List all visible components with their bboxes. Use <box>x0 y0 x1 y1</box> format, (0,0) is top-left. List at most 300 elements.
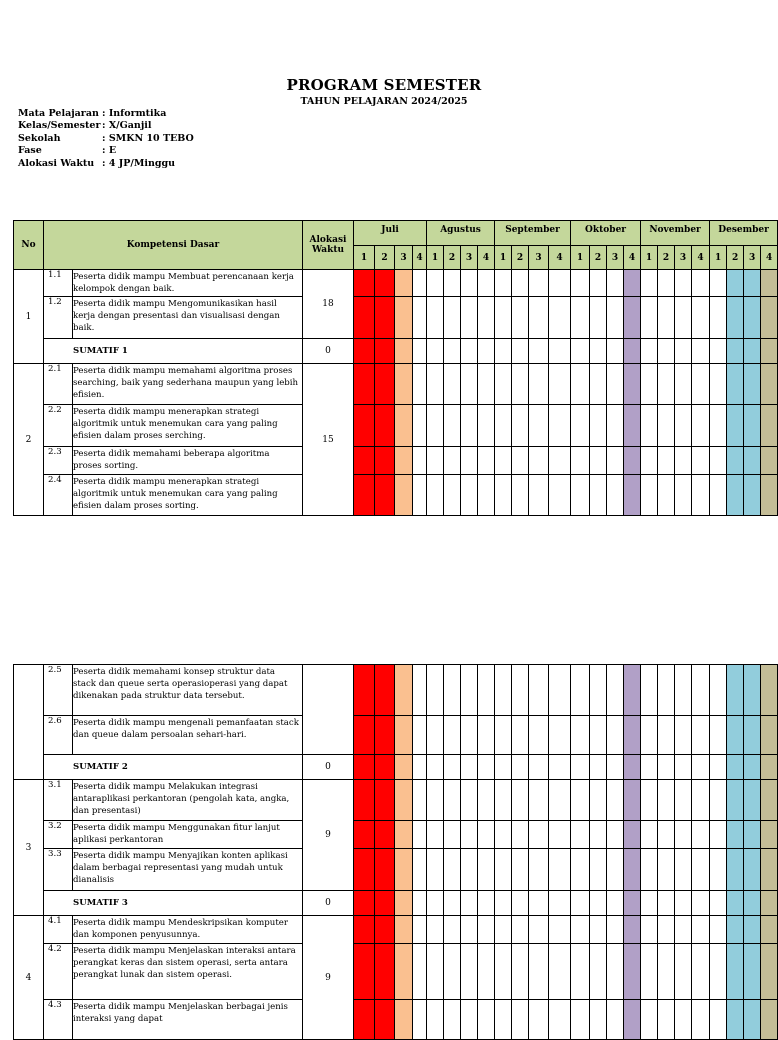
week-cell <box>571 944 590 1000</box>
week-cell <box>607 297 624 339</box>
week-cell <box>624 405 641 447</box>
week-cell <box>395 1000 413 1040</box>
kd-number: 2.6 <box>44 716 73 755</box>
week-cell <box>395 405 413 447</box>
sumatif-label: SUMATIF 3 <box>44 891 303 916</box>
week-cell <box>495 755 512 780</box>
week-cell <box>413 270 427 297</box>
week-cell <box>744 716 761 755</box>
kd-description: Peserta didik mampu menerapkan strategi algoritmik untuk menemukan cara yang paling efisien dalam proses sorting. <box>73 475 303 516</box>
week-cell <box>395 475 413 516</box>
week-cell <box>727 916 744 944</box>
week-cell <box>529 821 549 849</box>
kd-number: 3.2 <box>44 821 73 849</box>
week-cell <box>710 270 727 297</box>
week-cell <box>658 716 675 755</box>
kd-description: Peserta didik mampu Menjelaskan interaksi antara perangkat keras dan sistem operasi, serta antara perangkat lunak dan sistem operasi. <box>73 944 303 1000</box>
week-cell <box>624 475 641 516</box>
week-cell <box>461 665 478 716</box>
week-cell <box>761 405 778 447</box>
kd-description: Peserta didik mampu mengenali pemanfaatan stack dan queue dalam persoalan sehari-hari. <box>73 716 303 755</box>
info-label: Sekolah <box>18 132 61 144</box>
week-cell <box>571 475 590 516</box>
week-cell <box>571 755 590 780</box>
week-cell <box>571 891 590 916</box>
sumatif-alokasi: 0 <box>303 339 354 364</box>
week-cell <box>727 1000 744 1040</box>
sumatif-alokasi: 0 <box>303 891 354 916</box>
week-cell <box>744 849 761 891</box>
kd-number: 2.2 <box>44 405 73 447</box>
table-row <box>14 297 778 339</box>
week-cell <box>675 755 692 780</box>
header-week: 3 <box>461 246 478 270</box>
info-label: Fase <box>18 145 42 157</box>
week-cell <box>375 475 395 516</box>
week-cell <box>571 364 590 405</box>
week-cell <box>495 1000 512 1040</box>
kd-number: 3.3 <box>44 849 73 891</box>
week-cell <box>710 716 727 755</box>
week-cell <box>427 665 444 716</box>
week-cell <box>607 665 624 716</box>
week-cell <box>395 716 413 755</box>
week-cell <box>549 1000 571 1040</box>
week-cell <box>478 891 495 916</box>
week-cell <box>549 780 571 821</box>
week-cell <box>675 447 692 475</box>
week-cell <box>427 849 444 891</box>
week-cell <box>692 916 710 944</box>
week-cell <box>512 1000 529 1040</box>
table-row <box>14 447 778 475</box>
week-cell <box>692 849 710 891</box>
week-cell <box>658 475 675 516</box>
week-cell <box>427 821 444 849</box>
week-cell <box>675 1000 692 1040</box>
week-cell <box>607 755 624 780</box>
week-cell <box>744 405 761 447</box>
week-cell <box>624 716 641 755</box>
table-row <box>14 475 778 516</box>
week-cell <box>375 716 395 755</box>
week-cell <box>427 475 444 516</box>
week-cell <box>512 475 529 516</box>
week-cell <box>590 780 607 821</box>
week-cell <box>427 405 444 447</box>
week-cell <box>413 716 427 755</box>
header-week: 4 <box>624 246 641 270</box>
week-cell <box>710 339 727 364</box>
week-cell <box>375 916 395 944</box>
week-cell <box>727 475 744 516</box>
week-cell <box>761 364 778 405</box>
week-cell <box>607 821 624 849</box>
week-cell <box>512 447 529 475</box>
week-cell <box>658 849 675 891</box>
week-cell <box>727 447 744 475</box>
week-cell <box>590 339 607 364</box>
week-cell <box>744 475 761 516</box>
alokasi-value: 9 <box>303 916 354 1040</box>
header-week: 1 <box>710 246 727 270</box>
header-week: 4 <box>478 246 495 270</box>
week-cell <box>549 270 571 297</box>
week-cell <box>461 849 478 891</box>
week-cell <box>529 780 549 821</box>
kd-number: 2.5 <box>44 665 73 716</box>
week-cell <box>675 891 692 916</box>
week-cell <box>692 447 710 475</box>
header-week: 2 <box>658 246 675 270</box>
week-cell <box>710 755 727 780</box>
week-cell <box>710 405 727 447</box>
week-cell <box>461 916 478 944</box>
week-cell <box>444 780 461 821</box>
week-cell <box>727 364 744 405</box>
week-cell <box>512 821 529 849</box>
week-cell <box>461 475 478 516</box>
week-cell <box>395 364 413 405</box>
week-cell <box>354 405 375 447</box>
week-cell <box>444 665 461 716</box>
week-cell <box>413 447 427 475</box>
week-cell <box>607 1000 624 1040</box>
week-cell <box>427 755 444 780</box>
week-cell <box>512 405 529 447</box>
week-cell <box>413 849 427 891</box>
week-cell <box>692 475 710 516</box>
week-cell <box>495 849 512 891</box>
week-cell <box>571 716 590 755</box>
week-cell <box>641 405 658 447</box>
week-cell <box>427 364 444 405</box>
week-cell <box>624 849 641 891</box>
week-cell <box>641 475 658 516</box>
week-cell <box>413 339 427 364</box>
week-cell <box>692 755 710 780</box>
week-cell <box>675 821 692 849</box>
week-cell <box>375 405 395 447</box>
sumatif-row <box>14 891 778 916</box>
week-cell <box>549 821 571 849</box>
kd-description: Peserta didik mampu Membuat perencanaan kerja kelompok dengan baik. <box>73 270 303 297</box>
week-cell <box>444 475 461 516</box>
week-cell <box>571 339 590 364</box>
info-block <box>18 108 194 170</box>
week-cell <box>590 1000 607 1040</box>
header-week: 3 <box>607 246 624 270</box>
header-kompetensi: Kompetensi Dasar <box>44 221 303 270</box>
week-cell <box>529 916 549 944</box>
week-cell <box>607 849 624 891</box>
week-cell <box>571 916 590 944</box>
header-week: 2 <box>590 246 607 270</box>
week-cell <box>744 270 761 297</box>
sumatif-row <box>14 755 778 780</box>
header-week: 2 <box>512 246 529 270</box>
week-cell <box>354 364 375 405</box>
week-cell <box>495 780 512 821</box>
week-cell <box>461 891 478 916</box>
week-cell <box>549 755 571 780</box>
week-cell <box>375 755 395 780</box>
week-cell <box>658 916 675 944</box>
week-cell <box>641 891 658 916</box>
week-cell <box>395 665 413 716</box>
week-cell <box>727 297 744 339</box>
week-cell <box>375 447 395 475</box>
kd-description: Peserta didik mampu Menjelaskan berbagai jenis interaksi yang dapat <box>73 1000 303 1040</box>
header-week: 3 <box>675 246 692 270</box>
week-cell <box>607 716 624 755</box>
week-cell <box>607 270 624 297</box>
week-cell <box>375 780 395 821</box>
sumatif-label: SUMATIF 1 <box>44 339 303 364</box>
week-cell <box>675 339 692 364</box>
week-cell <box>607 339 624 364</box>
week-cell <box>744 1000 761 1040</box>
week-cell <box>727 339 744 364</box>
week-cell <box>744 447 761 475</box>
week-cell <box>641 1000 658 1040</box>
week-cell <box>607 891 624 916</box>
week-cell <box>529 364 549 405</box>
week-cell <box>478 270 495 297</box>
kd-description: Peserta didik mampu menerapkan strategi algoritmik untuk menemukan cara yang paling efisien dalam proses serching. <box>73 405 303 447</box>
week-cell <box>761 755 778 780</box>
week-cell <box>571 270 590 297</box>
kd-number: 2.4 <box>44 475 73 516</box>
kd-number: 4.1 <box>44 916 73 944</box>
week-cell <box>571 1000 590 1040</box>
week-cell <box>444 270 461 297</box>
week-cell <box>624 447 641 475</box>
week-cell <box>624 891 641 916</box>
week-cell <box>444 364 461 405</box>
week-cell <box>395 270 413 297</box>
week-cell <box>710 849 727 891</box>
week-cell <box>495 270 512 297</box>
week-cell <box>495 475 512 516</box>
week-cell <box>624 944 641 1000</box>
week-cell <box>478 755 495 780</box>
week-cell <box>395 944 413 1000</box>
week-cell <box>744 780 761 821</box>
week-cell <box>512 339 529 364</box>
week-cell <box>710 916 727 944</box>
table-row <box>14 944 778 1000</box>
week-cell <box>413 944 427 1000</box>
week-cell <box>444 849 461 891</box>
week-cell <box>395 297 413 339</box>
week-cell <box>512 665 529 716</box>
week-cell <box>571 821 590 849</box>
info-label: Kelas/Semester <box>18 120 101 132</box>
week-cell <box>478 716 495 755</box>
header-week: 1 <box>354 246 375 270</box>
week-cell <box>512 270 529 297</box>
week-cell <box>354 944 375 1000</box>
header-week: 3 <box>744 246 761 270</box>
header-week: 1 <box>641 246 658 270</box>
week-cell <box>658 405 675 447</box>
sumatif-alokasi: 0 <box>303 755 354 780</box>
week-cell <box>761 475 778 516</box>
week-cell <box>395 916 413 944</box>
week-cell <box>590 821 607 849</box>
week-cell <box>710 1000 727 1040</box>
week-cell <box>395 849 413 891</box>
week-cell <box>571 405 590 447</box>
week-cell <box>549 849 571 891</box>
week-cell <box>641 297 658 339</box>
week-cell <box>427 1000 444 1040</box>
info-label: Mata Pelajaran <box>18 108 99 119</box>
week-cell <box>354 780 375 821</box>
week-cell <box>427 916 444 944</box>
header-week: 2 <box>375 246 395 270</box>
week-cell <box>512 891 529 916</box>
week-cell <box>727 891 744 916</box>
week-cell <box>529 339 549 364</box>
week-cell <box>512 297 529 339</box>
week-cell <box>495 944 512 1000</box>
week-cell <box>624 339 641 364</box>
week-cell <box>590 475 607 516</box>
week-cell <box>607 780 624 821</box>
week-cell <box>590 364 607 405</box>
week-cell <box>692 405 710 447</box>
week-cell <box>692 364 710 405</box>
week-cell <box>641 821 658 849</box>
week-cell <box>710 821 727 849</box>
week-cell <box>658 780 675 821</box>
week-cell <box>478 297 495 339</box>
week-cell <box>761 716 778 755</box>
week-cell <box>675 716 692 755</box>
week-cell <box>590 891 607 916</box>
week-cell <box>549 297 571 339</box>
week-cell <box>375 364 395 405</box>
week-cell <box>727 270 744 297</box>
week-cell <box>512 716 529 755</box>
table-row <box>14 821 778 849</box>
week-cell <box>478 339 495 364</box>
week-cell <box>444 821 461 849</box>
info-value: : E <box>102 145 117 157</box>
week-cell <box>710 475 727 516</box>
info-row <box>18 158 194 170</box>
week-cell <box>658 270 675 297</box>
week-cell <box>624 821 641 849</box>
header-month: Oktober <box>571 221 641 246</box>
header-week: 3 <box>529 246 549 270</box>
info-row <box>18 108 194 120</box>
table-row <box>14 1000 778 1040</box>
week-cell <box>641 339 658 364</box>
week-cell <box>624 297 641 339</box>
header-week: 4 <box>413 246 427 270</box>
week-cell <box>571 849 590 891</box>
week-cell <box>529 475 549 516</box>
week-cell <box>512 780 529 821</box>
week-cell <box>549 891 571 916</box>
week-cell <box>675 297 692 339</box>
week-cell <box>549 665 571 716</box>
week-cell <box>354 270 375 297</box>
week-cell <box>641 364 658 405</box>
week-cell <box>512 944 529 1000</box>
week-cell <box>495 339 512 364</box>
table-row <box>14 716 778 755</box>
week-cell <box>641 270 658 297</box>
week-cell <box>444 891 461 916</box>
alokasi-value: 15 <box>303 364 354 516</box>
week-cell <box>624 916 641 944</box>
week-cell <box>427 944 444 1000</box>
week-cell <box>641 944 658 1000</box>
week-cell <box>744 821 761 849</box>
week-cell <box>675 405 692 447</box>
week-cell <box>549 364 571 405</box>
week-cell <box>692 339 710 364</box>
week-cell <box>354 891 375 916</box>
week-cell <box>692 944 710 1000</box>
week-cell <box>692 297 710 339</box>
week-cell <box>478 665 495 716</box>
week-cell <box>761 665 778 716</box>
week-cell <box>641 780 658 821</box>
week-cell <box>658 665 675 716</box>
week-cell <box>529 755 549 780</box>
info-value: : Informtika <box>102 108 167 119</box>
week-cell <box>461 755 478 780</box>
week-cell <box>761 297 778 339</box>
header-no: No <box>14 221 44 270</box>
week-cell <box>413 1000 427 1040</box>
header-week: 4 <box>692 246 710 270</box>
week-cell <box>549 339 571 364</box>
header-week: 4 <box>761 246 778 270</box>
week-cell <box>427 780 444 821</box>
week-cell <box>461 297 478 339</box>
week-cell <box>444 944 461 1000</box>
table-row <box>14 270 778 297</box>
week-cell <box>549 405 571 447</box>
week-cell <box>529 447 549 475</box>
week-cell <box>444 755 461 780</box>
week-cell <box>427 339 444 364</box>
week-cell <box>675 780 692 821</box>
week-cell <box>444 716 461 755</box>
week-cell <box>761 780 778 821</box>
week-cell <box>624 755 641 780</box>
week-cell <box>354 916 375 944</box>
week-cell <box>590 755 607 780</box>
week-cell <box>727 665 744 716</box>
week-cell <box>413 821 427 849</box>
week-cell <box>478 364 495 405</box>
week-cell <box>395 891 413 916</box>
schedule-table-2 <box>13 664 778 1040</box>
kd-number: 2.3 <box>44 447 73 475</box>
week-cell <box>641 447 658 475</box>
week-cell <box>761 821 778 849</box>
week-cell <box>692 821 710 849</box>
week-cell <box>658 447 675 475</box>
week-cell <box>444 405 461 447</box>
